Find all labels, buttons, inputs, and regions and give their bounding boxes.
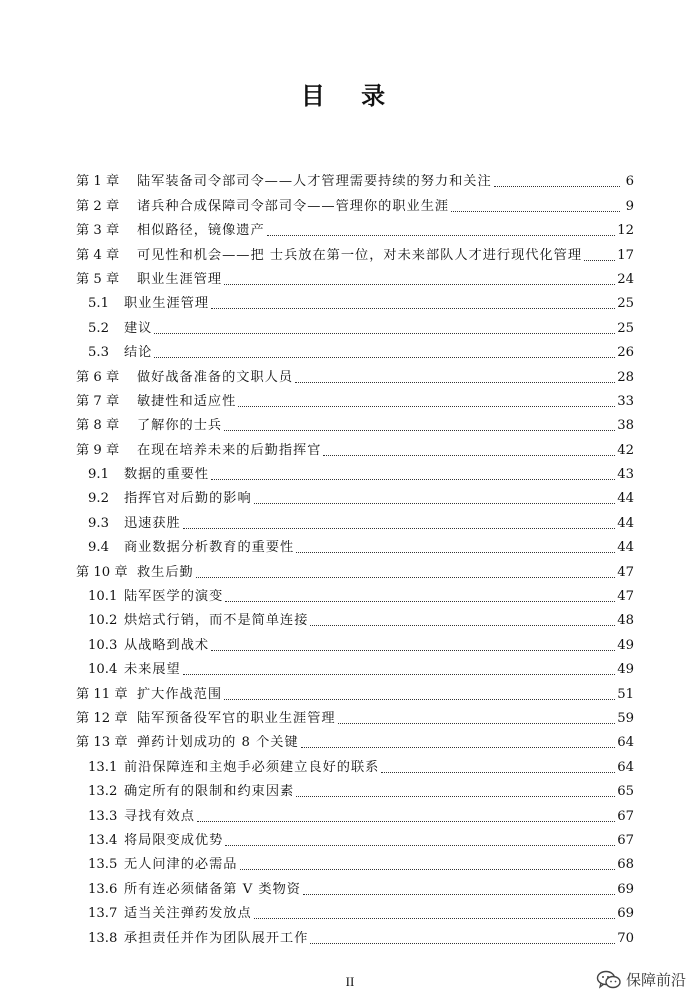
entry-title: 陆军预备役军官的职业生涯管理 (137, 710, 336, 726)
entry-number: 9.3 (88, 515, 109, 531)
toc-section-entry[interactable] (76, 288, 634, 312)
toc-section-entry[interactable] (76, 459, 634, 483)
entry-title: 可见性和机会——把 士兵放在第一位，对未来部队人才进行现代化管理 (137, 247, 583, 263)
entry-page-number: 67 (617, 808, 634, 824)
entry-number: 第 8 章 (76, 418, 120, 434)
entry-page-number: 64 (617, 735, 634, 751)
entry-number: 第 12 章 (76, 710, 128, 726)
entry-title: 寻找有效点 (124, 808, 195, 824)
toc-section-entry[interactable] (76, 776, 634, 800)
entry-page-number: 9 (625, 198, 634, 214)
toc-section-entry[interactable] (76, 873, 634, 897)
dot-leader (225, 600, 615, 602)
entry-number: 第 7 章 (76, 393, 120, 409)
toc-chapter-entry[interactable] (76, 727, 634, 751)
entry-page-number: 59 (617, 710, 634, 726)
entry-title: 确定所有的限制和约束因素 (124, 784, 295, 800)
entry-number: 第 4 章 (76, 247, 120, 263)
entry-page-number: 24 (617, 271, 634, 287)
entry-page-number: 49 (617, 662, 634, 678)
entry-title: 前沿保障连和主炮手必须建立良好的联系 (124, 759, 380, 775)
dot-leader (238, 405, 615, 407)
entry-number: 第 13 章 (76, 735, 128, 751)
entry-page-number: 47 (617, 589, 634, 605)
dot-leader (240, 868, 616, 870)
dot-leader (381, 771, 615, 773)
toc-section-entry[interactable] (76, 654, 634, 678)
entry-number: 第 6 章 (76, 369, 120, 385)
entry-page-number: 25 (617, 320, 634, 336)
dot-leader (254, 502, 616, 504)
toc-chapter-entry[interactable] (76, 556, 634, 580)
entry-page-number: 68 (617, 857, 634, 873)
dot-leader (224, 698, 615, 700)
dot-leader (338, 722, 616, 724)
dot-leader (494, 185, 620, 187)
dot-leader (584, 259, 615, 261)
entry-number: 5.1 (88, 296, 109, 312)
entry-title: 承担责任并作为团队展开工作 (124, 930, 309, 946)
entry-page-number: 6 (625, 174, 634, 190)
entry-page-number: 12 (617, 223, 634, 239)
entry-title: 弹药计划成功的 8 个关键 (137, 735, 299, 751)
watermark-text: 保障前沿 (625, 971, 686, 989)
entry-number: 5.2 (88, 320, 109, 336)
entry-page-number: 65 (617, 784, 634, 800)
toc-section-entry[interactable] (76, 751, 634, 775)
entry-number: 9.2 (88, 491, 109, 507)
entry-page-number: 51 (617, 686, 634, 702)
toc-chapter-entry[interactable] (76, 361, 634, 385)
entry-title: 敏捷性和适应性 (137, 393, 237, 409)
entry-title: 陆军装备司令部司令——人才管理需要持续的努力和关注 (137, 174, 492, 190)
toc-chapter-entry[interactable] (76, 410, 634, 434)
dot-leader (323, 454, 615, 456)
dot-leader (310, 942, 615, 944)
dot-leader (295, 381, 615, 383)
entry-title: 烘焙式行销，而不是简单连接 (124, 613, 309, 629)
entry-page-number: 64 (617, 759, 634, 775)
entry-page-number: 44 (617, 540, 634, 556)
dot-leader (301, 746, 616, 748)
entry-number: 5.3 (88, 345, 109, 361)
dot-leader (225, 844, 615, 846)
entry-page-number: 17 (617, 247, 634, 263)
dot-leader (254, 917, 616, 919)
dot-leader (197, 820, 615, 822)
entry-page-number: 33 (617, 393, 634, 409)
wechat-icon (596, 970, 622, 990)
entry-page-number: 69 (617, 906, 634, 922)
entry-number: 13.7 (88, 906, 118, 922)
dot-leader (154, 356, 615, 358)
entry-page-number: 26 (617, 345, 634, 361)
entry-number: 第 1 章 (76, 174, 120, 190)
entry-number: 13.6 (88, 881, 118, 897)
dot-leader (224, 283, 615, 285)
toc-chapter-entry[interactable] (76, 215, 634, 239)
entry-number: 10.3 (88, 637, 118, 653)
toc-chapter-entry[interactable] (76, 166, 634, 190)
entry-number: 13.5 (88, 857, 118, 873)
toc-chapter-entry[interactable] (76, 386, 634, 410)
toc-chapter-entry[interactable] (76, 678, 634, 702)
toc-chapter-entry[interactable] (76, 703, 634, 727)
toc-section-entry[interactable] (76, 800, 634, 824)
entry-title: 结论 (124, 345, 153, 361)
entry-number: 第 2 章 (76, 198, 120, 214)
entry-title: 扩大作战范围 (137, 686, 223, 702)
entry-title: 无人问津的必需品 (124, 857, 238, 873)
toc-section-entry[interactable] (76, 581, 634, 605)
entry-page-number: 38 (617, 418, 634, 434)
entry-title: 未来展望 (124, 662, 181, 678)
entry-title: 诸兵种合成保障司令部司令——管理你的职业生涯 (137, 198, 450, 214)
toc-section-entry[interactable] (76, 922, 634, 946)
entry-page-number: 44 (617, 491, 634, 507)
dot-leader (211, 649, 615, 651)
dot-leader (183, 527, 615, 529)
toc-section-entry[interactable] (76, 532, 634, 556)
entry-number: 第 9 章 (76, 442, 120, 458)
entry-title: 在现在培养未来的后勤指挥官 (137, 442, 322, 458)
entry-page-number: 47 (617, 564, 634, 580)
entry-number: 13.4 (88, 832, 118, 848)
dot-leader (310, 624, 615, 626)
entry-page-number: 25 (617, 296, 634, 312)
toc-section-entry[interactable] (76, 337, 634, 361)
dot-leader (196, 576, 615, 578)
entry-number: 9.1 (88, 467, 109, 483)
dot-leader (451, 210, 620, 212)
entry-page-number: 67 (617, 832, 634, 848)
entry-page-number: 44 (617, 515, 634, 531)
entry-number: 第 3 章 (76, 223, 120, 239)
entry-title: 将局限变成优势 (124, 832, 224, 848)
entry-title: 建议 (124, 320, 153, 336)
toc-chapter-entry[interactable] (76, 434, 634, 458)
toc-chapter-entry[interactable] (76, 190, 634, 214)
entry-title: 相似路径，镜像遗产 (137, 223, 265, 239)
toc-chapter-entry[interactable] (76, 264, 634, 288)
entry-page-number: 42 (617, 442, 634, 458)
entry-number: 9.4 (88, 540, 109, 556)
entry-title: 从战略到战术 (124, 637, 210, 653)
toc-section-entry[interactable] (76, 507, 634, 531)
page-number: II (345, 974, 355, 989)
toc-section-entry[interactable] (76, 629, 634, 653)
entry-page-number: 49 (617, 637, 634, 653)
entry-title: 数据的重要性 (124, 467, 210, 483)
page-title: 目 录 (300, 82, 400, 110)
toc-section-entry[interactable] (76, 849, 634, 873)
dot-leader (211, 307, 615, 309)
entry-title: 所有连必须储备第 V 类物资 (124, 881, 301, 897)
dot-leader (303, 893, 615, 895)
entry-title: 救生后勤 (137, 564, 194, 580)
entry-number: 10.4 (88, 662, 118, 678)
entry-page-number: 28 (617, 369, 634, 385)
entry-number: 10.2 (88, 613, 118, 629)
entry-number: 第 11 章 (76, 686, 128, 702)
entry-number: 第 5 章 (76, 271, 120, 287)
entry-number: 13.8 (88, 930, 118, 946)
watermark (596, 969, 686, 990)
table-of-contents (76, 166, 634, 947)
toc-section-entry[interactable] (76, 898, 634, 922)
dot-leader (183, 673, 615, 675)
dot-leader (211, 478, 615, 480)
toc-chapter-entry[interactable] (76, 239, 634, 263)
entry-page-number: 69 (617, 881, 634, 897)
entry-number: 第 10 章 (76, 564, 128, 580)
toc-section-entry[interactable] (76, 312, 634, 336)
entry-number: 13.3 (88, 808, 118, 824)
entry-page-number: 48 (617, 613, 634, 629)
entry-page-number: 70 (617, 930, 634, 946)
entry-title: 商业数据分析教育的重要性 (124, 540, 295, 556)
entry-title: 做好战备准备的文职人员 (137, 369, 294, 385)
entry-number: 13.2 (88, 784, 118, 800)
entry-number: 13.1 (88, 759, 118, 775)
dot-leader (154, 332, 615, 334)
entry-title: 职业生涯管理 (137, 271, 223, 287)
dot-leader (224, 429, 615, 431)
dot-leader (267, 234, 616, 236)
entry-number: 10.1 (88, 589, 118, 605)
toc-section-entry[interactable] (76, 825, 634, 849)
toc-section-entry[interactable] (76, 605, 634, 629)
entry-title: 职业生涯管理 (124, 296, 210, 312)
entry-title: 陆军医学的演变 (124, 589, 224, 605)
entry-title: 指挥官对后勤的影响 (124, 491, 252, 507)
entry-title: 适当关注弹药发放点 (124, 906, 252, 922)
entry-title: 迅速获胜 (124, 515, 181, 531)
entry-page-number: 43 (617, 467, 634, 483)
toc-section-entry[interactable] (76, 483, 634, 507)
dot-leader (296, 551, 615, 553)
entry-title: 了解你的士兵 (137, 418, 223, 434)
dot-leader (296, 795, 615, 797)
